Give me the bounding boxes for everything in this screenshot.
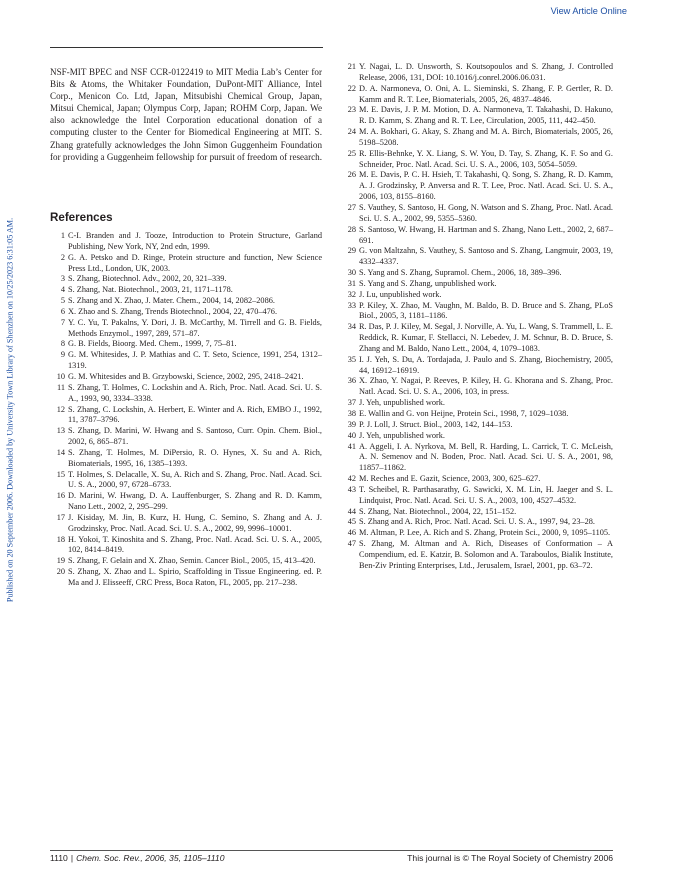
reference-text: J. Yeh, unpublished work. [359, 398, 445, 408]
reference-number: 30 [347, 268, 356, 278]
reference-number: 13 [56, 426, 65, 436]
reference-item [50, 426, 322, 448]
reference-item [341, 225, 613, 247]
reference-item [341, 127, 613, 149]
page-number: 1110 [50, 853, 68, 863]
reference-item [50, 513, 322, 535]
reference-number: 41 [347, 441, 356, 451]
reference-text: J. Kisiday, M. Jin, B. Kurz, H. Hung, C. Semino, S. Zhang and A. J. Grodzinsky, Proc. Natl. Acad. Sci. U. S. A., 2002, 99, 9996–10001. [68, 512, 322, 533]
footer-copyright: This journal is © The Royal Society of Chemistry 2006 [407, 853, 613, 863]
reference-item [50, 318, 322, 340]
reference-number: 47 [347, 539, 356, 549]
reference-number: 21 [347, 62, 356, 71]
reference-item [50, 448, 322, 470]
reference-item [50, 372, 322, 383]
reference-number: 43 [347, 484, 356, 494]
reference-item [341, 409, 613, 420]
reference-text: S. Zhang, Nat. Biotechnol., 2004, 22, 151–152. [359, 506, 517, 516]
reference-number: 26 [347, 170, 356, 180]
reference-number: 45 [347, 517, 356, 527]
reference-text: S. Zhang, Biotechnol. Adv., 2002, 20, 321–339. [68, 274, 227, 284]
reference-item [341, 376, 613, 398]
reference-number: 7 [60, 317, 65, 327]
reference-text: S. Zhang, T. Holmes, M. DiPersio, R. O. Hynes, X. Su and A. Rich, Biomaterials, 1995, 16, 1385–1393. [68, 447, 322, 468]
reference-text: S. Vauthey, S. Santoso, H. Gong, N. Watson and S. Zhang, Proc. Natl. Acad. Sci. U. S. A., 2002, 99, 5355–5360. [359, 202, 613, 223]
reference-text: S. Zhang, M. Altman and A. Rich, Diseases of Conformation – A Compendium, ed. E. Katzir, B. Solomon and A. Taraboulos, Bialik Institute, Ben-Ziv Printing Enterprises, Ltd., Jerusalem, Israel, 2001, pp. 63–72. [359, 539, 613, 570]
reference-item [50, 339, 322, 350]
reference-number: 34 [347, 322, 356, 332]
reference-item [50, 231, 322, 253]
reference-text: S. Zhang, C. Lockshin, A. Herbert, E. Winter and A. Rich, EMBO J., 1992, 11, 3787–3796. [68, 404, 322, 425]
reference-text: M. Reches and E. Gazit, Science, 2003, 300, 625–627. [359, 474, 541, 484]
reference-text: S. Santoso, W. Hwang, H. Hartman and S. Zhang, Nano Lett., 2002, 2, 687–691. [359, 224, 613, 245]
reference-number: 20 [56, 567, 65, 577]
reference-item [341, 322, 613, 355]
reference-item [341, 105, 613, 127]
reference-number: 22 [347, 83, 356, 93]
reference-item [341, 442, 613, 475]
reference-item [50, 383, 322, 405]
reference-number: 19 [56, 556, 65, 566]
reference-text: P. J. Loll, J. Struct. Biol., 2003, 142, 144–153. [359, 419, 513, 429]
view-article-online-link[interactable]: View Article Online [550, 6, 627, 16]
reference-number: 35 [347, 354, 356, 364]
references-right-column [341, 62, 613, 572]
reference-number: 23 [347, 105, 356, 115]
reference-number: 5 [60, 296, 65, 306]
reference-text: R. Das, P. J. Kiley, M. Segal, J. Norville, A. Yu, L. Wang, S. Trammell, L. E. Reddick, R. Kumar, F. Stellacci, N. Lebedev, J. M. Schnur, B. D. Bruce, S. Zhang and M. Baldo, Nano Lett., 2004, 4, 1079–1083. [359, 322, 613, 353]
reference-number: 2 [60, 252, 65, 262]
reference-item [50, 535, 322, 557]
reference-number: 37 [347, 398, 356, 408]
reference-text: I. J. Yeh, S. Du, A. Tordajada, J. Paulo and S. Zhang, Biochemistry, 2005, 44, 16912–16919. [359, 354, 613, 375]
reference-item [341, 420, 613, 431]
reference-number: 4 [60, 285, 65, 295]
reference-number: 29 [347, 246, 356, 256]
reference-item [341, 62, 613, 84]
reference-item [341, 268, 613, 279]
reference-number: 39 [347, 419, 356, 429]
reference-text: G. B. Fields, Bioorg. Med. Chem., 1999, 7, 75–81. [68, 339, 237, 349]
reference-number: 46 [347, 528, 356, 538]
reference-number: 42 [347, 474, 356, 484]
reference-text: Y. C. Yu, T. Pakalns, Y. Dori, J. B. McCarthy, M. Tirrell and G. B. Fields, Methods Enzymol., 1997, 289, 571–87. [68, 317, 322, 338]
reference-text: G. M. Whitesides, J. P. Mathias and C. T. Seto, Science, 1991, 254, 1312–1319. [68, 350, 322, 371]
reference-text: S. Zhang, D. Marini, W. Hwang and S. Santoso, Curr. Opin. Chem. Biol., 2002, 6, 865–871. [68, 426, 322, 447]
reference-text: J. Lu, unpublished work. [359, 289, 442, 299]
reference-item [50, 296, 322, 307]
reference-text: S. Zhang and A. Rich, Proc. Natl. Acad. Sci. U. S. A., 1997, 94, 23–28. [359, 517, 595, 527]
reference-number: 27 [347, 202, 356, 212]
reference-number: 38 [347, 409, 356, 418]
reference-item [50, 567, 322, 589]
reference-text: J. Yeh, unpublished work. [359, 430, 445, 440]
reference-text: S. Yang and S. Zhang, unpublished work. [359, 278, 497, 288]
reference-item [341, 485, 613, 507]
reference-item [341, 355, 613, 377]
reference-text: Y. Nagai, L. D. Unsworth, S. Koutsopoulos and S. Zhang, J. Controlled Release, 2006, 131, DOI: 10.1016/j.conrel.2006.06.031. [359, 62, 613, 82]
reference-item [341, 507, 613, 518]
reference-item [50, 470, 322, 492]
reference-number: 1 [60, 231, 65, 240]
reference-number: 18 [56, 534, 65, 544]
reference-item [341, 170, 613, 203]
reference-text: M. Altman, P. Lee, A. Rich and S. Zhang, Protein Sci., 2000, 9, 1095–1105. [359, 528, 611, 538]
reference-text: M. E. Davis, P. C. H. Hsieh, T. Takahashi, Q. Song, S. Zhang, R. D. Kamm, A. J. Grodzinsky, P. Anversa and R. T. Lee, Proc. Natl. Acad. Sci. U. S. A., 2006, 103, 8155–8160. [359, 170, 613, 202]
reference-item [341, 84, 613, 106]
reference-text: X. Zhao and S. Zhang, Trends Biotechnol., 2004, 22, 470–476. [68, 306, 278, 316]
reference-item [341, 398, 613, 409]
reference-text: P. Kiley, X. Zhao, M. Vaughn, M. Baldo, B. D. Bruce and S. Zhang, PLoS Biol., 2005, 3, 1181–1186. [359, 300, 613, 321]
reference-text: G. von Maltzahn, S. Vauthey, S. Santoso and S. Zhang, Langmuir, 2003, 19, 4332–4337. [359, 246, 613, 267]
reference-number: 14 [56, 447, 65, 457]
reference-item [50, 285, 322, 296]
reference-item [341, 301, 613, 323]
reference-text: H. Yokoi, T. Kinoshita and S. Zhang, Proc. Natl. Acad. Sci. U. S. A., 2005, 102, 8414–8419. [68, 534, 322, 555]
reference-item [341, 474, 613, 485]
reference-number: 33 [347, 300, 356, 310]
reference-number: 9 [60, 350, 65, 360]
acknowledgement-paragraph: NSF-MIT BPEC and NSF CCR-0122419 to MIT Media Lab’s Center for Bits & Atoms, the Whitaker Foundation, DuPont-MIT Alliance, Intel Corp., Menicon Co. Ltd, Japan, Mitsubishi Chemical Group, Japan, Mitsui Chemical, Japan; Olympus Corp, Japan; ROHM Corp, Japan. We also acknowledge the Intel Corporation educational donation of a computing cluster to the Center for Biomedical Engineering at MIT. S. Zhang gratefully acknowledges the John Simon Guggenheim Foundation for providing a Guggenheim fellowship for pursuit of freedom of research. [50, 67, 322, 162]
references-heading: References [50, 211, 113, 224]
reference-number: 32 [347, 289, 356, 299]
reference-text: T. Holmes, S. Delacalle, X. Su, A. Rich and S. Zhang, Proc. Natl. Acad. Sci. U. S. A., 2000, 97, 6728–6733. [68, 469, 322, 490]
reference-number: 11 [57, 382, 65, 392]
reference-item [341, 517, 613, 528]
reference-item [50, 274, 322, 285]
reference-number: 8 [60, 339, 65, 349]
reference-item [341, 149, 613, 171]
reference-number: 16 [56, 491, 65, 501]
reference-text: S. Zhang and X. Zhao, J. Mater. Chem., 2004, 14, 2082–2086. [68, 296, 275, 306]
reference-text: X. Zhao, Y. Nagai, P. Reeves, P. Kiley, H. G. Khorana and S. Zhang, Proc. Natl. Acad. Sci. U. S. A., 2006, 103, in press. [359, 376, 613, 397]
references-left-column [50, 231, 322, 589]
reference-item [341, 203, 613, 225]
reference-text: S. Yang and S. Zhang, Supramol. Chem., 2006, 18, 389–396. [359, 268, 562, 278]
reference-number: 31 [347, 278, 356, 288]
reference-text: D. A. Narmoneva, O. Oni, A. L. Sieminski, S. Zhang, F. P. Gertler, R. D. Kamm and R. T. Lee, Biomaterials, 2005, 26, 4837–4846. [359, 83, 613, 104]
reference-item [50, 307, 322, 318]
top-rule [50, 47, 323, 48]
footer-citation [50, 853, 225, 863]
reference-item [341, 290, 613, 301]
reference-number: 12 [56, 404, 65, 414]
reference-text: R. Ellis-Behnke, Y. X. Liang, S. W. You, D. Tay, S. Zhang, K. F. So and G. Schneider, Proc. Natl. Acad. Sci. U. S. A., 2006, 103, 5054–5059. [359, 148, 613, 169]
reference-text: C-I. Branden and J. Tooze, Introduction to Protein Structure, Garland Publishing, New York, NY, 2nd edn, 1999. [68, 231, 322, 251]
reference-text: S. Zhang, Nat. Biotechnol., 2003, 21, 1171–1178. [68, 285, 233, 295]
reference-item [50, 491, 322, 513]
reference-text: S. Zhang, F. Gelain and X. Zhao, Semin. Cancer Biol., 2005, 15, 413–420. [68, 556, 316, 566]
footer-rule [50, 850, 613, 851]
reference-number: 28 [347, 224, 356, 234]
reference-number: 10 [56, 371, 65, 381]
reference-item [50, 405, 322, 427]
reference-text: A. Aggeli, I. A. Nyrkova, M. Bell, R. Harding, L. Carrick, T. C. McLeish, A. N. Semenov and N. Boden, Proc. Natl. Acad. Sci. U. S. A., 2001, 98, 11857–11862. [359, 441, 613, 473]
reference-item [341, 279, 613, 290]
reference-number: 15 [56, 469, 65, 479]
reference-number: 17 [56, 512, 65, 522]
reference-text: S. Zhang, T. Holmes, C. Lockshin and A. Rich, Proc. Natl. Acad. Sci. U. S. A., 1993, 90, 3334–3338. [68, 382, 322, 403]
reference-number: 25 [347, 148, 356, 158]
reference-text: D. Marini, W. Hwang, D. A. Lauffenburger, S. Zhang and R. D. Kamm, Nano Lett., 2002, 2, 295–299. [68, 491, 322, 512]
reference-item [50, 253, 322, 275]
journal-citation: Chem. Soc. Rev., 2006, 35, 1105–1110 [76, 853, 225, 863]
reference-text: M. E. Davis, J. P. M. Motion, D. A. Narmoneva, T. Takahashi, D. Hakuno, R. D. Kamm, S. Zhang and R. T. Lee, Circulation, 2005, 111, 442–450. [359, 105, 613, 126]
reference-item [341, 246, 613, 268]
reference-text: S. Zhang, X. Zhao and L. Spirio, Scaffolding in Tissue Engineering. ed. P. Ma and J. Elisseeff, CRC Press, Boca Raton, FL, 2005, pp. 217–238. [68, 567, 322, 587]
reference-number: 40 [347, 430, 356, 440]
reference-text: G. A. Petsko and D. Ringe, Protein structure and function, New Science Press Ltd., London, UK, 2003. [68, 252, 322, 273]
reference-number: 24 [347, 127, 356, 137]
reference-item [50, 350, 322, 372]
footer-separator: | [70, 853, 74, 863]
provenance-text: Published on 20 September 2006. Downloaded by University Town Library of Shenzhen on 10/25/2023 6:31:05 AM. [5, 217, 15, 603]
reference-item [50, 556, 322, 567]
reference-text: E. Wallin and G. von Heijne, Protein Sci., 1998, 7, 1029–1038. [359, 409, 569, 418]
reference-number: 6 [60, 306, 65, 316]
reference-item [341, 539, 613, 572]
reference-number: 3 [60, 274, 65, 284]
provenance-sidebar [3, 120, 17, 700]
reference-text: M. A. Bokhari, G. Akay, S. Zhang and M. A. Birch, Biomaterials, 2005, 26, 5198–5208. [359, 127, 613, 147]
reference-item [341, 431, 613, 442]
reference-text: T. Scheibel, R. Parthasarathy, G. Sawicki, X. M. Lin, H. Jaeger and S. L. Lindquist, Proc. Natl. Acad. Sci. U. S. A., 2003, 100, 4527–4532. [359, 484, 613, 505]
reference-number: 36 [347, 376, 356, 386]
reference-text: G. M. Whitesides and B. Grzybowski, Science, 2002, 295, 2418–2421. [68, 371, 304, 381]
reference-number: 44 [347, 506, 356, 516]
reference-item [341, 528, 613, 539]
